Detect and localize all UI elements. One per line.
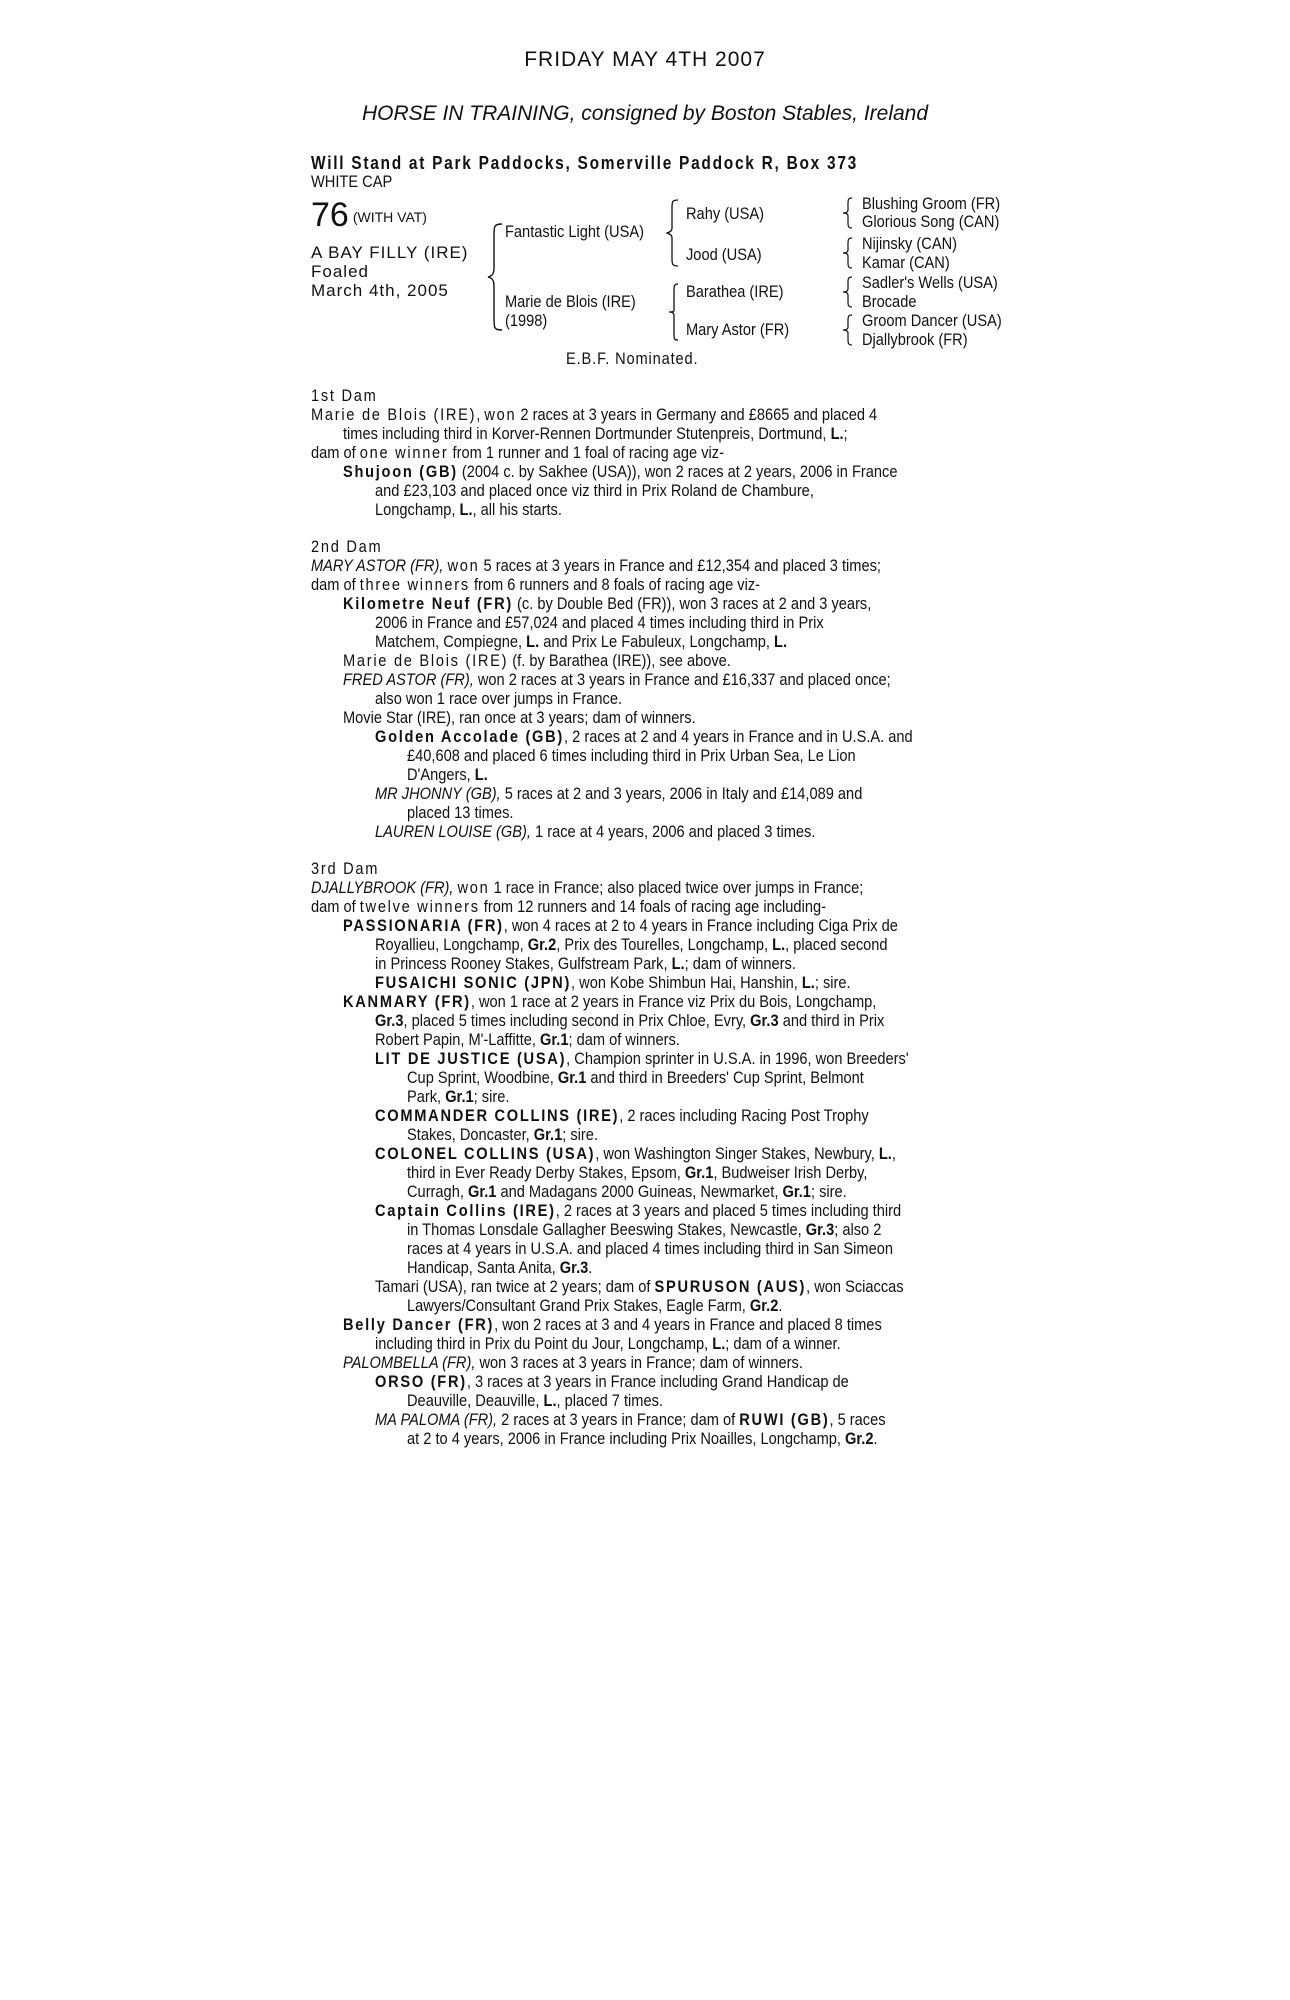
consignment-line: HORSE IN TRAINING, consigned by Boston Stables, Ireland [361,102,929,125]
record-text: Gr.3 [559,1258,589,1277]
record-line [311,784,1031,803]
record-text: KANMARY (FR) [343,992,471,1011]
record-text: Belly Dancer (FR) [343,1315,495,1334]
record-text: Longchamp, [375,500,460,519]
record-text: , won Kobe Shimbun Hai, Hanshin, [571,973,802,992]
pedigree-g-brace-1 [842,196,854,230]
record-line [311,727,1031,746]
record-text: D'Angers, [407,765,475,784]
record-text: LIT DE JUSTICE (USA) [375,1049,567,1068]
record-text: L. [712,1334,726,1353]
record-line [311,481,1031,500]
record-text: times including third in Korver-Rennen Dortmunder Stutenpreis, Dortmund, [343,424,831,443]
section-gap [311,841,1031,859]
record-text: , 2 races at 3 years and placed 5 times including third [555,1201,902,1220]
record-text: ; sire. [814,973,851,992]
record-text: races at 4 years in U.S.A. and placed 4 times including third in San Simeon [407,1239,893,1258]
record-text: , won 2 races at 3 and 4 years in France and placed 8 times [494,1315,882,1334]
record-line [311,746,1031,765]
record-text: SPURUSON (AUS) [654,1277,807,1296]
record-text: FRED ASTOR (FR), [343,670,474,689]
pedigree-g5: Sadler's Wells (USA) [862,273,998,292]
record-text: ORSO (FR) [375,1372,467,1391]
record-text: Golden Accolade (GB) [375,727,565,746]
record-text: from 12 runners and 14 foals of racing age including- [479,897,826,916]
record-text: dam of [311,897,360,916]
record-text: , placed second [785,935,888,954]
record-text: L. [878,1144,892,1163]
record-text: 2006 in France and £57,024 and placed 4 times including third in Prix [375,613,824,632]
pedigree-g-brace-3 [842,275,854,309]
ebf-nomination: E.B.F. Nominated. [566,349,699,368]
record-text: ; also 2 [834,1220,882,1239]
record-text: L. [543,1391,557,1410]
record-text: Royallieu, Longchamp, [375,935,528,954]
record-text: (2004 c. by Sakhee (USA)), won 2 races at 2 years, 2006 in France [457,462,898,481]
foaled-date: March 4th, 2005 [311,281,449,300]
record-line [311,689,1031,708]
record-text: ; dam of winners. [684,954,796,973]
produce-record [311,386,1031,1448]
record-text: including third in Prix du Point du Jour, Longchamp, [375,1334,713,1353]
record-text: ; dam of a winner. [725,1334,841,1353]
record-text: ; [843,424,848,443]
record-line [311,973,1031,992]
stand-location: Will Stand at Park Paddocks, Somerville Paddock R, Box 373 [311,153,858,173]
record-line [311,1296,1031,1315]
record-line [311,1353,1031,1372]
pedigree-g4: Kamar (CAN) [862,253,950,272]
record-text: Gr.2 [845,1429,874,1448]
record-text: , [476,405,485,424]
record-text: won 2 races at 3 years in France and £16,337 and placed once; [473,670,891,689]
record-text: COLONEL COLLINS (USA) [375,1144,596,1163]
record-text: , Prix des Tourelles, Longchamp, [556,935,773,954]
record-text: Gr.1 [782,1182,811,1201]
record-line [311,462,1031,481]
record-text: , Budweiser Irish Derby, [713,1163,868,1182]
record-text: Gr.1 [445,1087,474,1106]
vat-note: (WITH VAT) [352,209,427,226]
record-text: , 2 races including Racing Post Trophy [619,1106,869,1125]
record-text: , won 1 race at 2 years in France viz Prix du Bois, Longchamp, [470,992,877,1011]
record-text: and Prix Le Fabuleux, Longchamp, [539,632,775,651]
record-text: Gr.3 [750,1011,779,1030]
record-line [311,670,1031,689]
record-line [311,1125,1031,1144]
record-text: Matchem, Compiegne, [375,632,527,651]
record-line [311,386,1031,405]
pedigree-sire-sire: Rahy (USA) [686,204,764,223]
record-text: COMMANDER COLLINS (IRE) [375,1106,620,1125]
record-text: won [484,405,517,424]
record-text: 5 races at 3 years in France and £12,354 and placed 3 times; [479,556,881,575]
record-text: dam of [311,443,360,462]
record-text: L. [671,954,685,973]
record-text: £40,608 and placed 6 times including third in Prix Urban Sea, Le Lion [407,746,856,765]
record-line [311,632,1031,651]
record-line [311,1106,1031,1125]
pedigree-g6: Brocade [862,292,917,311]
record-line [311,500,1031,519]
record-text: L. [474,765,488,784]
record-text: ; sire. [562,1125,598,1144]
horse-description [311,243,468,300]
record-text: Gr.1 [467,1182,497,1201]
pedigree-g-brace-2 [842,236,854,270]
record-line [311,1220,1031,1239]
record-line [311,1372,1031,1391]
horse-sex-breed: A BAY FILLY (IRE) [311,243,469,262]
record-line [311,575,1031,594]
record-text: , Champion sprinter in U.S.A. in 1996, won Breeders' [566,1049,909,1068]
record-text: , 2 races at 2 and 4 years in France and in U.S.A. and [564,727,913,746]
record-text: placed 13 times. [407,803,514,822]
record-text: L. [801,973,815,992]
record-line [311,1334,1031,1353]
record-text: Marie de Blois (IRE) [343,651,509,670]
record-text: from 6 runners and 8 foals of racing age viz- [469,575,761,594]
record-line [311,651,1031,670]
pedigree-g1: Blushing Groom (FR) [862,194,1001,213]
record-text: RUWI (GB) [739,1410,830,1429]
record-line [311,992,1031,1011]
record-line [311,556,1031,575]
pedigree-sire: Fantastic Light (USA) [505,222,644,241]
record-text: in Princess Rooney Stakes, Gulfstream Park, [375,954,672,973]
record-text: one winner [359,443,449,462]
record-line [311,537,1031,556]
pedigree-sire-dam: Jood (USA) [686,245,762,264]
lot-number-block [311,196,427,235]
record-line [311,954,1031,973]
record-text: Gr.3 [375,1011,404,1030]
record-text: Tamari (USA), ran twice at 2 years; dam of [375,1277,655,1296]
record-text: 2 races at 3 years in Germany and £8665 and placed 4 [516,405,878,424]
record-text: L. [774,632,788,651]
record-text: won 3 races at 3 years in France; dam of winners. [475,1353,803,1372]
record-line [311,1182,1031,1201]
record-text: , won 4 races at 2 to 4 years in France including Ciga Prix de [503,916,898,935]
foaled-label: Foaled [311,262,369,281]
record-text: LAUREN LOUISE (GB), [375,822,531,841]
record-line [311,1011,1031,1030]
record-text: and third in Prix [778,1011,885,1030]
record-text: 1 race at 4 years, 2006 and placed 3 times. [530,822,816,841]
record-text: (c. by Double Bed (FR)), won 3 races at 2 and 3 years, [512,594,872,613]
pedigree-dam-brace [668,282,680,342]
record-text: also won 1 race over jumps in France. [375,689,623,708]
record-text: Park, [407,1087,446,1106]
record-line [311,1277,1031,1296]
record-line [311,822,1031,841]
record-text: L. [526,632,540,651]
record-text: . [873,1429,878,1448]
pedigree-g7: Groom Dancer (USA) [862,311,1002,330]
record-line [311,708,1031,727]
record-line [311,1315,1031,1334]
record-text: Cup Sprint, Woodbine, [407,1068,558,1087]
record-text: won [447,556,480,575]
record-text: PASSIONARIA (FR) [343,916,504,935]
pedigree-g3: Nijinsky (CAN) [862,234,958,253]
record-text: 2 races at 3 years in France; dam of [497,1410,740,1429]
record-text: from 1 runner and 1 foal of racing age viz- [448,443,724,462]
record-text: MA PALOMA (FR), [375,1410,498,1429]
record-line [311,897,1031,916]
record-text: Shujoon (GB) [343,462,458,481]
pedigree-dam-year: (1998) [505,311,548,330]
record-text: , placed 7 times. [556,1391,663,1410]
record-line [311,803,1031,822]
record-text: Gr.2 [749,1296,779,1315]
record-text: , 3 races at 3 years in France including Grand Handicap de [466,1372,849,1391]
record-text: 2nd Dam [311,537,383,556]
record-text: , 5 races [829,1410,886,1429]
record-text: , all his starts. [472,500,562,519]
record-text: Robert Papin, M'-Laffitte, [375,1030,541,1049]
record-text: Marie de Blois (IRE) [311,405,477,424]
cap-colour: WHITE CAP [311,172,393,191]
record-line [311,916,1031,935]
record-text: Curragh, [407,1182,468,1201]
record-text: Stakes, Doncaster, [407,1125,534,1144]
record-line [311,859,1031,878]
record-text: , placed 5 times including second in Prix Chloe, Evry, [403,1011,751,1030]
record-text: . [588,1258,593,1277]
record-text: third in Ever Ready Derby Stakes, Epsom, [407,1163,685,1182]
record-line [311,424,1031,443]
section-gap [311,519,1031,537]
record-text: won [457,878,490,897]
record-line [311,1144,1031,1163]
record-text: (f. by Barathea (IRE)), see above. [508,651,731,670]
record-text: MARY ASTOR (FR), [311,556,444,575]
record-line [311,1049,1031,1068]
record-text: Gr.3 [805,1220,835,1239]
record-text: Kilometre Neuf (FR) [343,594,513,613]
record-text: , won Washington Singer Stakes, Newbury, [595,1144,879,1163]
record-text: Captain Collins (IRE) [375,1201,556,1220]
record-text: Gr.1 [557,1068,587,1087]
sale-date: FRIDAY MAY 4TH 2007 [524,48,766,71]
record-text: ; dam of winners. [568,1030,680,1049]
record-text: L. [830,424,844,443]
lot-number: 76 [311,196,349,234]
pedigree-g2: Glorious Song (CAN) [862,212,1000,231]
pedigree-dam: Marie de Blois (IRE) [505,292,636,311]
record-line [311,405,1031,424]
record-text: 1st Dam [311,386,378,405]
record-text: . [778,1296,783,1315]
record-text: Gr.1 [684,1163,714,1182]
record-line [311,765,1031,784]
record-text: and third in Breeders' Cup Sprint, Belmont [586,1068,864,1087]
record-line [311,1429,1031,1448]
record-text: Handicap, Santa Anita, [407,1258,560,1277]
record-line [311,878,1031,897]
record-line [311,1087,1031,1106]
record-line [311,594,1031,613]
record-text: and £23,103 and placed once viz third in Prix Roland de Chambure, [375,481,814,500]
record-line [311,1030,1031,1049]
record-text: L. [459,500,473,519]
record-text: PALOMBELLA (FR), [343,1353,476,1372]
record-line [311,1239,1031,1258]
record-text: twelve winners [359,897,480,916]
record-text: ; sire. [810,1182,847,1201]
record-text: in Thomas Lonsdale Gallagher Beeswing Stakes, Newcastle, [407,1220,806,1239]
record-line [311,1163,1031,1182]
record-text: DJALLYBROOK (FR), [311,878,454,897]
record-text: 3rd Dam [311,859,380,878]
record-text: MR JHONNY (GB), [375,784,501,803]
record-text: ; sire. [473,1087,510,1106]
pedigree-g8: Djallybrook (FR) [862,330,968,349]
record-line [311,1201,1031,1220]
record-text: FUSAICHI SONIC (JPN) [375,973,572,992]
record-text: Movie Star (IRE), ran once at 3 years; dam of winners. [343,708,696,727]
record-line [311,935,1031,954]
record-line [311,1068,1031,1087]
record-text: 5 races at 2 and 3 years, 2006 in Italy and £14,089 and [500,784,863,803]
record-line [311,1391,1031,1410]
record-text: Lawyers/Consultant Grand Prix Stakes, Eagle Farm, [407,1296,750,1315]
record-line [311,443,1031,462]
record-text: , won Sciaccas [806,1277,904,1296]
pedigree-sire-brace [666,198,680,268]
record-text: , [891,1144,896,1163]
pedigree-dam-sire: Barathea (IRE) [686,282,784,301]
record-text: and Madagans 2000 Guineas, Newmarket, [496,1182,783,1201]
pedigree-dam-dam: Mary Astor (FR) [686,320,790,339]
record-text: at 2 to 4 years, 2006 in France including Prix Noailles, Longchamp, [407,1429,846,1448]
record-text: Gr.1 [533,1125,563,1144]
record-line [311,1410,1031,1429]
record-line [311,1258,1031,1277]
record-text: Gr.1 [540,1030,569,1049]
record-text: L. [772,935,786,954]
record-text: 1 race in France; also placed twice over jumps in France; [489,878,864,897]
record-text: Gr.2 [527,935,557,954]
pedigree-g-brace-4 [842,313,854,347]
pedigree-main-brace [486,222,506,332]
record-text: dam of [311,575,360,594]
record-text: three winners [359,575,470,594]
record-line [311,613,1031,632]
record-text: Deauville, Deauville, [407,1391,544,1410]
